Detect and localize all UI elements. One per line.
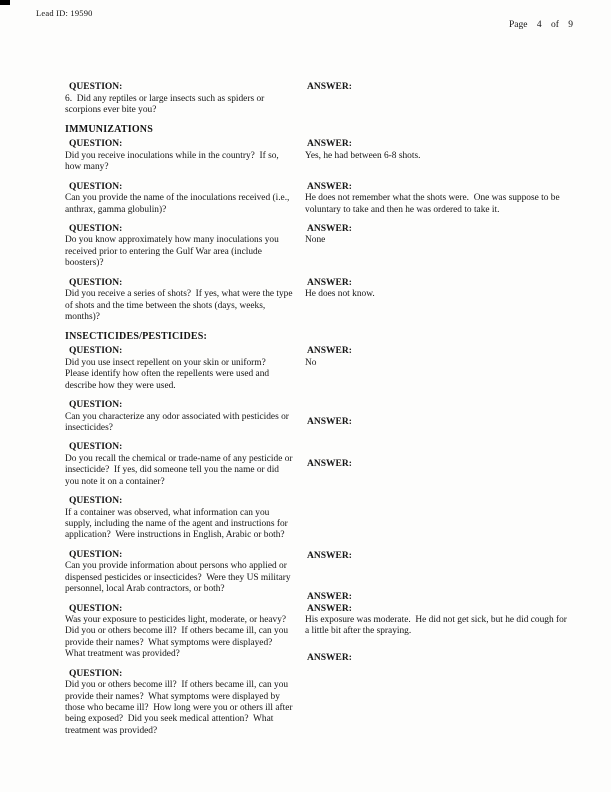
- qa-row: [65, 496, 573, 562]
- answer-label: ANSWER:: [307, 551, 352, 562]
- question-text: Can you provide information about persons who applied or dispensed pesticides or insecticides? Were they US military personnel, local Arab contractors, or both?: [65, 561, 293, 595]
- question-column: [65, 496, 305, 542]
- question-column: [65, 442, 305, 488]
- question-label: QUESTION:: [69, 82, 123, 92]
- answer-text: He does not know.: [305, 289, 375, 300]
- lead-id-label: Lead ID: 19590: [36, 8, 93, 18]
- answer-column: [305, 224, 573, 247]
- answer-text: His exposure was moderate. He did not get sick, but he did cough for a little bit after the spraying.: [305, 615, 570, 637]
- question-label: QUESTION:: [69, 496, 123, 507]
- question-label: QUESTION:: [69, 442, 123, 453]
- answer-text: Yes, he had between 6-8 shots.: [305, 150, 421, 161]
- answer-label: ANSWER:: [307, 591, 352, 602]
- scan-artifact-mark: [0, 0, 9, 5]
- section-header-insecticides: INSECTICIDES/PESTICIDES:: [65, 331, 208, 343]
- question-label: QUESTION:: [69, 400, 123, 411]
- qa-row: [65, 400, 573, 434]
- question-text: 6. Did any reptiles or large insects such as spiders or scorpions ever bite you?: [65, 93, 267, 115]
- question-text: Did you use insect repellent on your skin or uniform? Please identify how often the repellents were used and describe how they were used.: [65, 357, 272, 391]
- answer-label: ANSWER:: [307, 277, 352, 288]
- question-text: Was your exposure to pesticides light, moderate, or heavy? Did you or others become ill? If others became ill, can you provide their names? What symptoms were displayed? What treatment was provided?: [65, 615, 291, 660]
- question-text: Do you recall the chemical or trade-name of any pesticide or insecticide? If yes, did someone tell you the name or did you note it on a container?: [65, 453, 295, 487]
- question-column: [65, 400, 305, 434]
- question-label: QUESTION:: [69, 549, 123, 560]
- question-text: Did you receive inoculations while in the country? If so, how many?: [65, 150, 282, 173]
- question-column: [65, 604, 305, 661]
- answer-label: ANSWER:: [307, 139, 352, 150]
- qa-content: [65, 82, 573, 745]
- question-label: QUESTION:: [69, 223, 123, 234]
- question-text: Did you or others become ill? If others became ill, can you provide their names? What symptoms were displayed by those who became ill? How long were you or others ill after being exposed? Did you seek medical attention? What treatment was provided?: [65, 680, 295, 736]
- qa-row: [65, 182, 573, 216]
- qa-row: [65, 346, 573, 392]
- question-column: [65, 224, 305, 270]
- qa-row: [65, 224, 573, 270]
- answer-label: ANSWER:: [307, 223, 352, 234]
- answer-label: ANSWER:: [307, 459, 352, 470]
- answer-column: [305, 551, 573, 563]
- qa-row: [65, 278, 573, 324]
- answer-label: ANSWER:: [307, 181, 352, 192]
- question-label: QUESTION:: [69, 346, 123, 357]
- answer-column: [305, 139, 573, 162]
- question-column: [65, 82, 305, 116]
- question-column: [65, 182, 305, 216]
- question-column: [65, 346, 305, 392]
- question-label: QUESTION:: [69, 603, 123, 614]
- question-label: QUESTION:: [69, 181, 123, 192]
- question-label: QUESTION:: [69, 277, 123, 288]
- question-text: Can you provide the name of the inoculations received (i.e., anthrax, gamma globulin)?: [65, 193, 292, 215]
- answer-label: ANSWER:: [307, 82, 352, 92]
- qa-row: [65, 442, 573, 488]
- answer-column: [305, 417, 573, 429]
- question-column: [65, 669, 305, 738]
- page-number-label: Page 4 of 9: [508, 20, 573, 30]
- answer-column: [305, 278, 573, 301]
- answer-label: ANSWER:: [307, 603, 352, 614]
- answer-label: ANSWER:: [307, 652, 352, 663]
- answer-label: ANSWER:: [307, 417, 352, 428]
- question-column: [65, 278, 305, 324]
- answer-label: ANSWER:: [307, 346, 352, 357]
- answer-column: [305, 592, 573, 604]
- section-header-immunizations: IMMUNIZATIONS: [65, 124, 153, 136]
- answer-text: He does not remember what the shots were. One was suppose to be voluntary to take and then he was ordered to take it.: [305, 193, 562, 215]
- question-column: [65, 139, 305, 173]
- question-text: Did you receive a series of shots? If yes, what were the type of shots and the time between the shots (days, weeks, months)?: [65, 289, 295, 322]
- answer-text: No: [305, 357, 317, 368]
- qa-row: [65, 82, 573, 116]
- answer-text: None: [305, 235, 326, 246]
- answer-column: [305, 604, 573, 638]
- answer-column: [305, 459, 573, 471]
- answer-column: [305, 653, 573, 665]
- answer-column: [305, 346, 573, 369]
- question-text: Can you characterize any odor associated with pesticides or insecticides?: [65, 411, 292, 433]
- answer-column: [305, 82, 573, 94]
- question-column: [65, 550, 305, 596]
- question-text: Do you know approximately how many inoculations you received prior to entering the Gulf War area (include boosters)?: [65, 235, 282, 269]
- qa-row: [65, 652, 573, 738]
- question-text: If a container was observed, what information can you supply, including the name of the agent and instructions for application? Were instructions in English, Arabic or both?: [65, 507, 291, 541]
- question-label: QUESTION:: [69, 668, 123, 679]
- question-label: QUESTION:: [69, 139, 123, 150]
- qa-row: [65, 139, 573, 173]
- answer-column: [305, 182, 573, 216]
